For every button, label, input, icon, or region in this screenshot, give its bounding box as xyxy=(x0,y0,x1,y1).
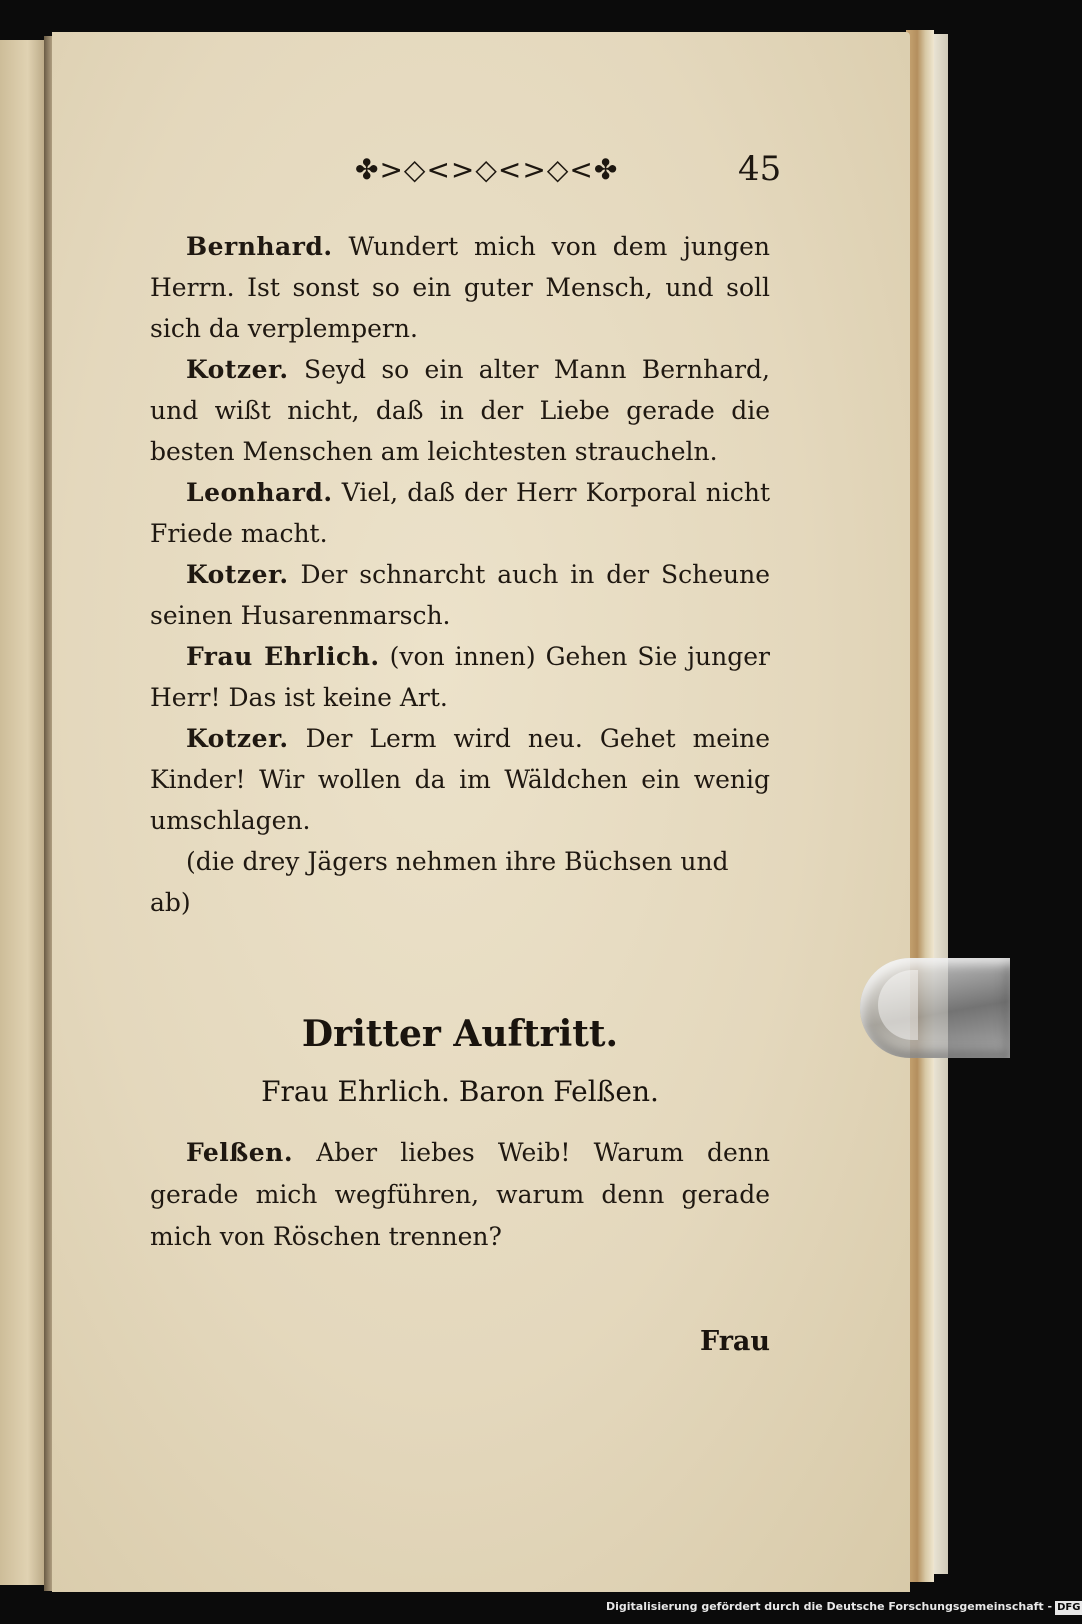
dialogue-line xyxy=(150,554,770,636)
facing-page-edge xyxy=(0,40,46,1585)
speaker-name: Bernhard. xyxy=(186,232,333,261)
dialogue-line xyxy=(150,349,770,472)
digitization-footer xyxy=(606,1600,1082,1615)
dialogue-text: Viel, daß der Herr Korporal nicht Friede macht. xyxy=(150,478,770,548)
scene-heading: Dritter Auftritt. xyxy=(301,1013,619,1055)
dialogue-text: Seyd so ein alter Mann Bernhard, und wißt nicht, daß in der Liebe gerade die besten Menschen am leichtesten straucheln. xyxy=(150,355,770,466)
page-block-edge-outer xyxy=(934,34,948,1574)
dialogue-line xyxy=(150,226,770,349)
dialogue-line xyxy=(150,718,770,841)
catchword: Frau xyxy=(700,1326,771,1357)
speaker-name: Kotzer. xyxy=(186,560,289,589)
dfg-logo: DFG xyxy=(1057,1602,1081,1613)
page-number: 45 xyxy=(738,149,782,189)
speaker-name: Frau Ehrlich. xyxy=(186,642,380,671)
dialogue-text: Der Lerm wird neu. Gehet meine Kinder! Wir wollen da im Wäldchen ein wenig umschlagen. xyxy=(150,724,770,835)
speaker-name: Leonhard. xyxy=(186,478,333,507)
dialogue-text: Der schnarcht auch in der Scheune seinen Husarenmarsch. xyxy=(150,560,770,630)
speaker-name: Felßen. xyxy=(186,1138,294,1167)
dialogue-block-2 xyxy=(150,1132,770,1258)
header-ornament: ✤>◇<>◇<>◇<✤ xyxy=(355,153,619,186)
speaker-name: Kotzer. xyxy=(186,724,289,753)
stage-direction: (die drey Jägers nehmen ihre Büchsen und ab) xyxy=(150,847,729,917)
dialogue-line xyxy=(150,1132,770,1258)
footer-text: Digitalisierung gefördert durch die Deutsche Forschungsgemeinschaft - xyxy=(606,1600,1053,1613)
page-clip xyxy=(860,958,1010,1058)
page-block-edge xyxy=(906,30,934,1582)
dialogue-line xyxy=(150,636,770,718)
dialogue-text: Aber liebes Weib! Warum denn gerade mich wegführen, warum denn gerade mich von Röschen trennen? xyxy=(150,1138,770,1251)
dialogue-text: Wundert mich von dem jungen Herrn. Ist sonst so ein guter Mensch, und soll sich da verplempern. xyxy=(150,232,771,343)
dialogue-line xyxy=(150,472,770,554)
scene-cast: Frau Ehrlich. Baron Felßen. xyxy=(261,1075,659,1108)
dialogue-block xyxy=(150,226,770,923)
speaker-name: Kotzer. xyxy=(186,355,289,384)
dialogue-text: (von innen) Gehen Sie junger Herr! Das ist keine Art. xyxy=(150,642,771,712)
